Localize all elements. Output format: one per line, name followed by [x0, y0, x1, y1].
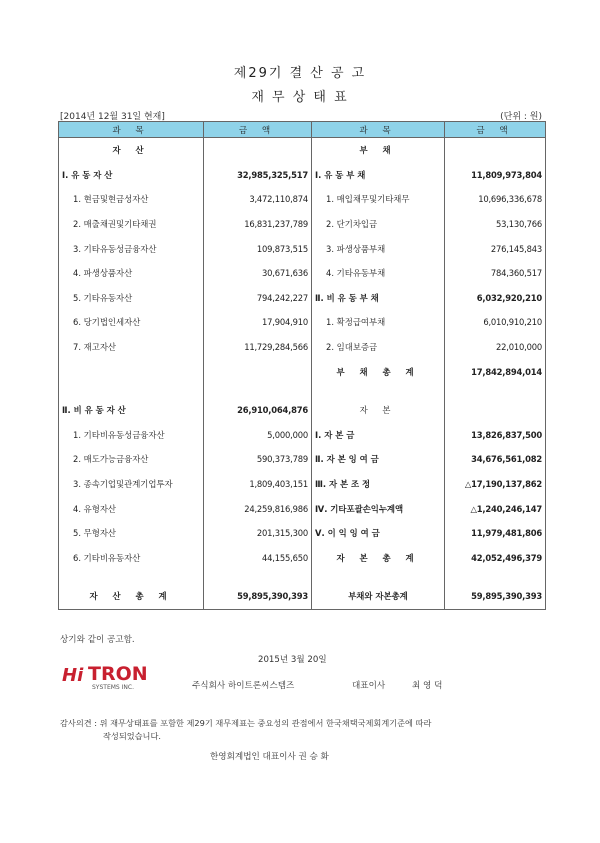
asset-amount: 17,904,910: [204, 310, 312, 335]
table-row: [59, 212, 546, 237]
liability-equity-item: 1. 매입채무및기타채무: [312, 187, 445, 212]
table-row: [59, 472, 546, 497]
header-asset-amount: 금 액: [204, 122, 312, 138]
liability-equity-item: Ⅰ. 유 동 부 채: [312, 163, 445, 188]
liability-equity-item: 1. 확정급여부채: [312, 310, 445, 335]
asset-item: 3. 기타유동성금융자산: [59, 236, 204, 261]
asset-amount: 201,315,300: [204, 521, 312, 546]
liability-equity-amount: 22,010,000: [445, 335, 546, 360]
asset-item: 1. 기타비유동성금융자산: [59, 423, 204, 448]
liability-equity-amount: 53,130,766: [445, 212, 546, 237]
table-header-row: [59, 122, 546, 138]
liability-equity-amount: 10,696,336,678: [445, 187, 546, 212]
company-name: 주식회사 하이트론씨스템즈: [192, 681, 295, 691]
liability-equity-item: Ⅳ. 기타포괄손익누계액: [312, 496, 445, 521]
asset-amount: 16,831,237,789: [204, 212, 312, 237]
asset-amount: 3,472,110,874: [204, 187, 312, 212]
balance-sheet-table: [58, 121, 546, 610]
table-row: [59, 546, 546, 571]
audit-opinion-line1: 감사의견 : 위 재무상태표를 포함한 제29기 재무제표는 중요성의 관점에서 한국채택국제회계기준에 따라: [60, 718, 432, 728]
liability-equity-amount: 34,676,561,082: [445, 447, 546, 472]
table-row: [59, 187, 546, 212]
liability-equity-item: 4. 기타유동부채: [312, 261, 445, 286]
asset-item: 5. 무형자산: [59, 521, 204, 546]
table-row: [59, 236, 546, 261]
asset-item: 4. 유형자산: [59, 496, 204, 521]
asset-amount: 794,242,227: [204, 286, 312, 311]
asset-item: Ⅱ. 비 유 동 자 산: [59, 398, 204, 423]
logo-tron: TRON: [88, 663, 148, 685]
liability-equity-amount: 11,809,973,804: [445, 163, 546, 188]
liability-equity-item: Ⅱ. 자 본 잉 여 금: [312, 447, 445, 472]
table-row: [59, 261, 546, 286]
asset-item: 3. 종속기업및관계기업투자: [59, 472, 204, 497]
table-row: [59, 398, 546, 423]
asset-item: [59, 384, 204, 398]
asset-item: Ⅰ. 유 동 자 산: [59, 163, 204, 188]
asset-item: 자 산 총 계: [59, 584, 204, 609]
liability-equity-amount: 6,010,910,210: [445, 310, 546, 335]
table-row: [59, 286, 546, 311]
table-row: [59, 384, 546, 398]
liability-equity-item: 자 본: [312, 398, 445, 423]
unit-label: (단위 : 원): [500, 112, 542, 122]
asset-item: 2. 매도가능금융자산: [59, 447, 204, 472]
logo-systems: SYSTEMS INC.: [92, 684, 134, 691]
liability-equity-item: 2. 임대보증금: [312, 335, 445, 360]
liability-equity-amount: △17,190,137,862: [445, 472, 546, 497]
asset-item: [59, 359, 204, 384]
liability-equity-amount: 11,979,481,806: [445, 521, 546, 546]
table-row: [59, 359, 546, 384]
asset-item: 6. 기타비유동자산: [59, 546, 204, 571]
liability-equity-amount: 276,145,843: [445, 236, 546, 261]
asset-amount: 30,671,636: [204, 261, 312, 286]
table-row: [59, 447, 546, 472]
as-of-date: [2014년 12월 31일 현재]: [60, 112, 165, 122]
liability-equity-item: Ⅴ. 이 익 잉 여 금: [312, 521, 445, 546]
table-row: [59, 570, 546, 584]
asset-item: 7. 재고자산: [59, 335, 204, 360]
liability-equity-item: 자 본 총 계: [312, 546, 445, 571]
liability-equity-amount: 784,360,517: [445, 261, 546, 286]
liability-equity-amount: [445, 138, 546, 163]
asset-item: 4. 파생상품자산: [59, 261, 204, 286]
asset-item: 5. 기타유동자산: [59, 286, 204, 311]
table-row: [59, 335, 546, 360]
liability-equity-amount: △1,240,246,147: [445, 496, 546, 521]
table-row: [59, 163, 546, 188]
asset-amount: 5,000,000: [204, 423, 312, 448]
audit-opinion-line2: 작성되었습니다.: [103, 731, 161, 741]
asset-amount: [204, 384, 312, 398]
header-asset-item: 과 목: [59, 122, 204, 138]
asset-amount: [204, 359, 312, 384]
auditor: 한영회계법인 대표이사 권 승 화: [210, 752, 329, 762]
liability-equity-amount: 13,826,837,500: [445, 423, 546, 448]
asset-item: 6. 당기법인세자산: [59, 310, 204, 335]
liability-equity-item: Ⅲ. 자 본 조 정: [312, 472, 445, 497]
asset-amount: [204, 138, 312, 163]
asset-item: 자 산: [59, 138, 204, 163]
asset-amount: 59,895,390,393: [204, 584, 312, 609]
document-subtitle: 재 무 상 태 표: [251, 90, 349, 105]
asset-amount: 44,155,650: [204, 546, 312, 571]
table-row: [59, 521, 546, 546]
asset-amount: 109,873,515: [204, 236, 312, 261]
table-row: [59, 423, 546, 448]
header-liability-item: 과 목: [312, 122, 445, 138]
asset-amount: 11,729,284,566: [204, 335, 312, 360]
liability-equity-item: Ⅰ. 자 본 금: [312, 423, 445, 448]
ceo-title: 대표이사: [352, 681, 386, 691]
asset-amount: 32,985,325,517: [204, 163, 312, 188]
table-row: [59, 496, 546, 521]
company-logo: [62, 661, 152, 693]
ceo-name: 최 영 덕: [412, 681, 443, 691]
asset-item: 1. 현금및현금성자산: [59, 187, 204, 212]
logo-hi: Hi: [62, 665, 84, 686]
liability-equity-amount: 17,842,894,014: [445, 359, 546, 384]
liability-equity-item: 부 채: [312, 138, 445, 163]
liability-equity-amount: 6,032,920,210: [445, 286, 546, 311]
document-title: 제29기 결 산 공 고: [233, 66, 367, 81]
asset-item: [59, 570, 204, 584]
liability-equity-amount: [445, 570, 546, 584]
liability-equity-item: 2. 단기차입금: [312, 212, 445, 237]
liability-equity-item: 부 채 총 계: [312, 359, 445, 384]
table-row: [59, 310, 546, 335]
liability-equity-item: Ⅱ. 비 유 동 부 채: [312, 286, 445, 311]
asset-amount: 26,910,064,876: [204, 398, 312, 423]
header-liability-amount: 금 액: [445, 122, 546, 138]
liability-equity-amount: [445, 398, 546, 423]
liability-equity-amount: [445, 384, 546, 398]
announce-date: 2015년 3월 20일: [258, 655, 327, 665]
liability-equity-item: 부채와 자본총계: [312, 584, 445, 609]
asset-amount: 590,373,789: [204, 447, 312, 472]
table-row: [59, 584, 546, 609]
asset-amount: 24,259,816,986: [204, 496, 312, 521]
liability-equity-amount: 42,052,496,379: [445, 546, 546, 571]
liability-equity-item: [312, 384, 445, 398]
asset-amount: [204, 570, 312, 584]
liability-equity-item: 3. 파생상품부채: [312, 236, 445, 261]
table-row: [59, 138, 546, 163]
liability-equity-item: [312, 570, 445, 584]
liability-equity-amount: 59,895,390,393: [445, 584, 546, 609]
asset-amount: 1,809,403,151: [204, 472, 312, 497]
notice-text: 상기와 같이 공고함.: [60, 635, 135, 645]
asset-item: 2. 매출채권및기타채권: [59, 212, 204, 237]
